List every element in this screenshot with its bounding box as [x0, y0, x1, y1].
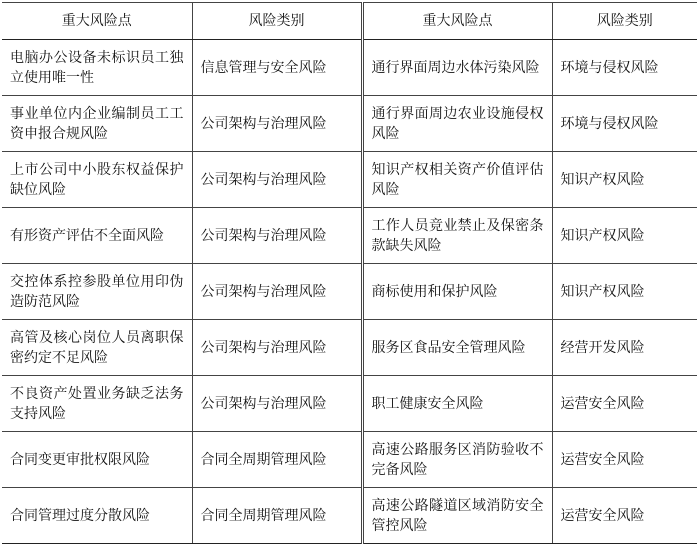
- risk-category-cell: 运营安全风险: [552, 432, 697, 488]
- risk-category-cell: 公司架构与治理风险: [192, 208, 362, 264]
- risk-category-cell: 知识产权风险: [552, 152, 697, 208]
- risk-category-cell: 知识产权风险: [552, 208, 697, 264]
- risk-point-cell: 通行界面周边水体污染风险: [362, 40, 552, 96]
- risk-category-cell: 公司架构与治理风险: [192, 96, 362, 152]
- header-risk-point-right: 重大风险点: [362, 3, 552, 40]
- risk-category-cell: 信息管理与安全风险: [192, 40, 362, 96]
- risk-point-cell: 工作人员竞业禁止及保密条款缺失风险: [362, 208, 552, 264]
- risk-point-cell: 高速公路隧道区域消防安全管控风险: [362, 488, 552, 544]
- risk-point-cell: 职工健康安全风险: [362, 376, 552, 432]
- risk-point-cell: 知识产权相关资产价值评估风险: [362, 152, 552, 208]
- risk-point-cell: 商标使用和保护风险: [362, 264, 552, 320]
- risk-category-cell: 公司架构与治理风险: [192, 264, 362, 320]
- risk-category-cell: 公司架构与治理风险: [192, 376, 362, 432]
- table-row: [2, 432, 697, 488]
- risk-point-cell: 事业单位内企业编制员工工资申报合规风险: [2, 96, 192, 152]
- table-row: [2, 376, 697, 432]
- table-row: [2, 96, 697, 152]
- table-row: [2, 488, 697, 544]
- risk-category-cell: 合同全周期管理风险: [192, 432, 362, 488]
- table-row: [2, 320, 697, 376]
- risk-category-cell: 公司架构与治理风险: [192, 320, 362, 376]
- risk-table: [2, 2, 697, 544]
- risk-category-cell: 合同全周期管理风险: [192, 488, 362, 544]
- risk-category-cell: 知识产权风险: [552, 264, 697, 320]
- risk-point-cell: 有形资产评估不全面风险: [2, 208, 192, 264]
- header-row: [2, 3, 697, 40]
- risk-category-cell: 环境与侵权风险: [552, 96, 697, 152]
- header-risk-point-left: 重大风险点: [2, 3, 192, 40]
- risk-point-cell: 上市公司中小股东权益保护缺位风险: [2, 152, 192, 208]
- risk-point-cell: 不良资产处置业务缺乏法务支持风险: [2, 376, 192, 432]
- risk-point-cell: 合同管理过度分散风险: [2, 488, 192, 544]
- risk-category-cell: 经营开发风险: [552, 320, 697, 376]
- risk-point-cell: 服务区食品安全管理风险: [362, 320, 552, 376]
- table-body: [2, 40, 697, 544]
- risk-category-cell: 运营安全风险: [552, 376, 697, 432]
- header-risk-category-left: 风险类别: [192, 3, 362, 40]
- risk-point-cell: 交控体系控参股单位用印伪造防范风险: [2, 264, 192, 320]
- risk-point-cell: 通行界面周边农业设施侵权风险: [362, 96, 552, 152]
- risk-category-cell: 环境与侵权风险: [552, 40, 697, 96]
- table-row: [2, 264, 697, 320]
- header-risk-category-right: 风险类别: [552, 3, 697, 40]
- risk-category-cell: 公司架构与治理风险: [192, 152, 362, 208]
- risk-category-cell: 运营安全风险: [552, 488, 697, 544]
- risk-point-cell: 电脑办公设备未标识员工独立使用唯一性: [2, 40, 192, 96]
- risk-point-cell: 高管及核心岗位人员离职保密约定不足风险: [2, 320, 192, 376]
- table-row: [2, 208, 697, 264]
- table-row: [2, 40, 697, 96]
- table-header: [2, 3, 697, 40]
- table-row: [2, 152, 697, 208]
- risk-point-cell: 合同变更审批权限风险: [2, 432, 192, 488]
- risk-point-cell: 高速公路服务区消防验收不完备风险: [362, 432, 552, 488]
